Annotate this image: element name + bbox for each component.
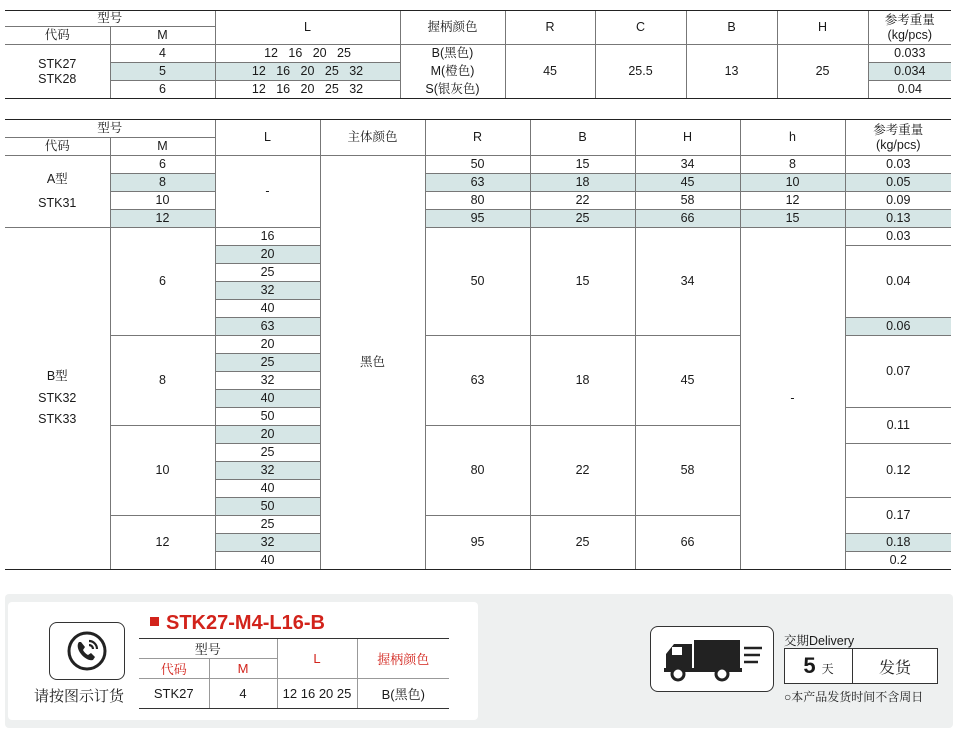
cell-weight: 0.033 [868, 45, 951, 63]
cell-r: 45 [505, 45, 595, 99]
cell-weight: 0.034 [868, 63, 951, 81]
cell-l: 40 [215, 390, 320, 408]
cell-m: 4 [110, 45, 215, 63]
cell-l: 40 [215, 552, 320, 570]
cell-l: 32 [215, 534, 320, 552]
phone-icon [49, 622, 125, 680]
cell-b: 13 [686, 45, 777, 99]
cell-h: 58 [635, 426, 740, 516]
col-header-l: L [215, 11, 400, 45]
delivery-label: 交期Delivery [784, 634, 855, 648]
cell-h: 45 [635, 174, 740, 192]
cell-handle-color: B(黑色) [400, 45, 505, 63]
ex-header-handle-color: 握柄颜色 [357, 639, 449, 679]
cell-l: 25 [215, 444, 320, 462]
cell-l: 12 16 20 25 32 [215, 81, 400, 99]
cell-hh-none: - [740, 228, 845, 570]
cell-weight: 0.03 [845, 156, 951, 174]
col-header-m: M [110, 138, 215, 156]
cell-l-none: - [215, 156, 320, 228]
ex-cell-m: 4 [209, 679, 277, 709]
col-header-c: C [595, 11, 686, 45]
cell-l: 40 [215, 480, 320, 498]
cell-m: 10 [110, 426, 215, 516]
delivery-info [650, 626, 950, 726]
ex-cell-code: STK27 [139, 679, 209, 709]
cell-l: 40 [215, 300, 320, 318]
cell-c: 25.5 [595, 45, 686, 99]
cell-l: 16 [215, 228, 320, 246]
col-header-code: 代码 [5, 27, 110, 45]
cell-h: 34 [635, 228, 740, 336]
cell-weight: 0.18 [845, 534, 951, 552]
cell-weight: 0.03 [845, 228, 951, 246]
model-codes: STK27 STK28 [5, 45, 110, 99]
order-example-table [139, 638, 449, 709]
cell-l: 20 [215, 426, 320, 444]
cell-b: 15 [530, 228, 635, 336]
cell-m: 12 [110, 210, 215, 228]
cell-m: 12 [110, 516, 215, 570]
cell-b: 22 [530, 426, 635, 516]
col-header-model: 型号 [5, 120, 215, 138]
cell-hh: 8 [740, 156, 845, 174]
col-header-b: B [686, 11, 777, 45]
cell-h: 25 [777, 45, 868, 99]
cell-r: 95 [425, 210, 530, 228]
cell-b: 25 [530, 516, 635, 570]
cell-r: 63 [425, 174, 530, 192]
cell-m: 8 [110, 336, 215, 426]
cell-b: 25 [530, 210, 635, 228]
spec-table-stk31-stk33 [5, 119, 951, 570]
cell-l: 32 [215, 462, 320, 480]
cell-body-color: 黑色 [320, 156, 425, 570]
col-header-m: M [110, 27, 215, 45]
cell-weight: 0.11 [845, 408, 951, 444]
type-a-label: A型 STK31 [5, 156, 110, 228]
col-header-h: H [777, 11, 868, 45]
cell-m: 10 [110, 192, 215, 210]
delivery-box [784, 648, 938, 684]
cell-l: 32 [215, 282, 320, 300]
cell-l: 12 16 20 25 [215, 45, 400, 63]
cell-l: 25 [215, 516, 320, 534]
cell-weight: 0.04 [845, 246, 951, 318]
cell-l: 12 16 20 25 32 [215, 63, 400, 81]
cell-weight: 0.2 [845, 552, 951, 570]
cell-l: 50 [215, 408, 320, 426]
col-header-h-lower: h [740, 120, 845, 156]
delivery-days-number: 5 [803, 653, 816, 678]
cell-weight: 0.04 [868, 81, 951, 99]
cell-hh: 12 [740, 192, 845, 210]
cell-b: 18 [530, 174, 635, 192]
cell-b: 15 [530, 156, 635, 174]
cell-m: 5 [110, 63, 215, 81]
cell-l: 20 [215, 246, 320, 264]
cell-l: 25 [215, 264, 320, 282]
cell-l: 32 [215, 372, 320, 390]
order-caption: 请按图示订货 [34, 688, 125, 705]
col-header-h-upper: H [635, 120, 740, 156]
delivery-days-unit: 天 [821, 662, 834, 676]
ex-header-code: 代码 [139, 659, 209, 679]
cell-handle-color: M(橙色) [400, 63, 505, 81]
delivery-note: ○本产品发货时间不含周日 [784, 690, 924, 704]
col-header-l: L [215, 120, 320, 156]
col-header-body-color: 主体颜色 [320, 120, 425, 156]
ex-header-model: 型号 [139, 639, 277, 659]
col-header-code: 代码 [5, 138, 110, 156]
cell-weight: 0.07 [845, 336, 951, 408]
spec-table-stk27-stk28 [5, 10, 951, 99]
cell-m: 8 [110, 174, 215, 192]
ex-cell-l: 12 16 20 25 [277, 679, 357, 709]
col-header-r: R [425, 120, 530, 156]
example-part-number: STK27-M4-L16-B [150, 612, 325, 635]
cell-m: 6 [110, 81, 215, 99]
col-header-r: R [505, 11, 595, 45]
cell-r: 50 [425, 228, 530, 336]
col-header-model: 型号 [5, 11, 215, 27]
cell-weight: 0.09 [845, 192, 951, 210]
col-header-handle-color: 握柄颜色 [400, 11, 505, 45]
cell-handle-color: S(银灰色) [400, 81, 505, 99]
cell-m: 6 [110, 228, 215, 336]
order-example-panel [8, 602, 478, 720]
cell-h: 66 [635, 516, 740, 570]
col-header-weight: 参考重量 (kg/pcs) [845, 120, 951, 156]
cell-l: 50 [215, 498, 320, 516]
cell-weight: 0.05 [845, 174, 951, 192]
col-header-weight: 参考重量 (kg/pcs) [868, 11, 951, 45]
cell-m: 6 [110, 156, 215, 174]
ex-header-l: L [277, 639, 357, 679]
cell-r: 50 [425, 156, 530, 174]
cell-weight: 0.12 [845, 444, 951, 498]
cell-r: 95 [425, 516, 530, 570]
delivery-days [785, 649, 853, 683]
cell-h: 58 [635, 192, 740, 210]
cell-b: 22 [530, 192, 635, 210]
cell-hh: 10 [740, 174, 845, 192]
delivery-ship-label: 发货 [878, 659, 911, 677]
cell-b: 18 [530, 336, 635, 426]
cell-hh: 15 [740, 210, 845, 228]
cell-r: 80 [425, 426, 530, 516]
ex-cell-handle-color: B(黑色) [357, 679, 449, 709]
truck-icon [650, 626, 774, 692]
col-header-b: B [530, 120, 635, 156]
cell-r: 80 [425, 192, 530, 210]
cell-weight: 0.06 [845, 318, 951, 336]
cell-h: 66 [635, 210, 740, 228]
cell-l: 25 [215, 354, 320, 372]
cell-h: 45 [635, 336, 740, 426]
ex-header-m: M [209, 659, 277, 679]
type-b-label: B型 STK32 STK33 [5, 228, 110, 570]
cell-l: 63 [215, 318, 320, 336]
cell-weight: 0.17 [845, 498, 951, 534]
cell-weight: 0.13 [845, 210, 951, 228]
cell-h: 34 [635, 156, 740, 174]
cell-l: 20 [215, 336, 320, 354]
cell-r: 63 [425, 336, 530, 426]
